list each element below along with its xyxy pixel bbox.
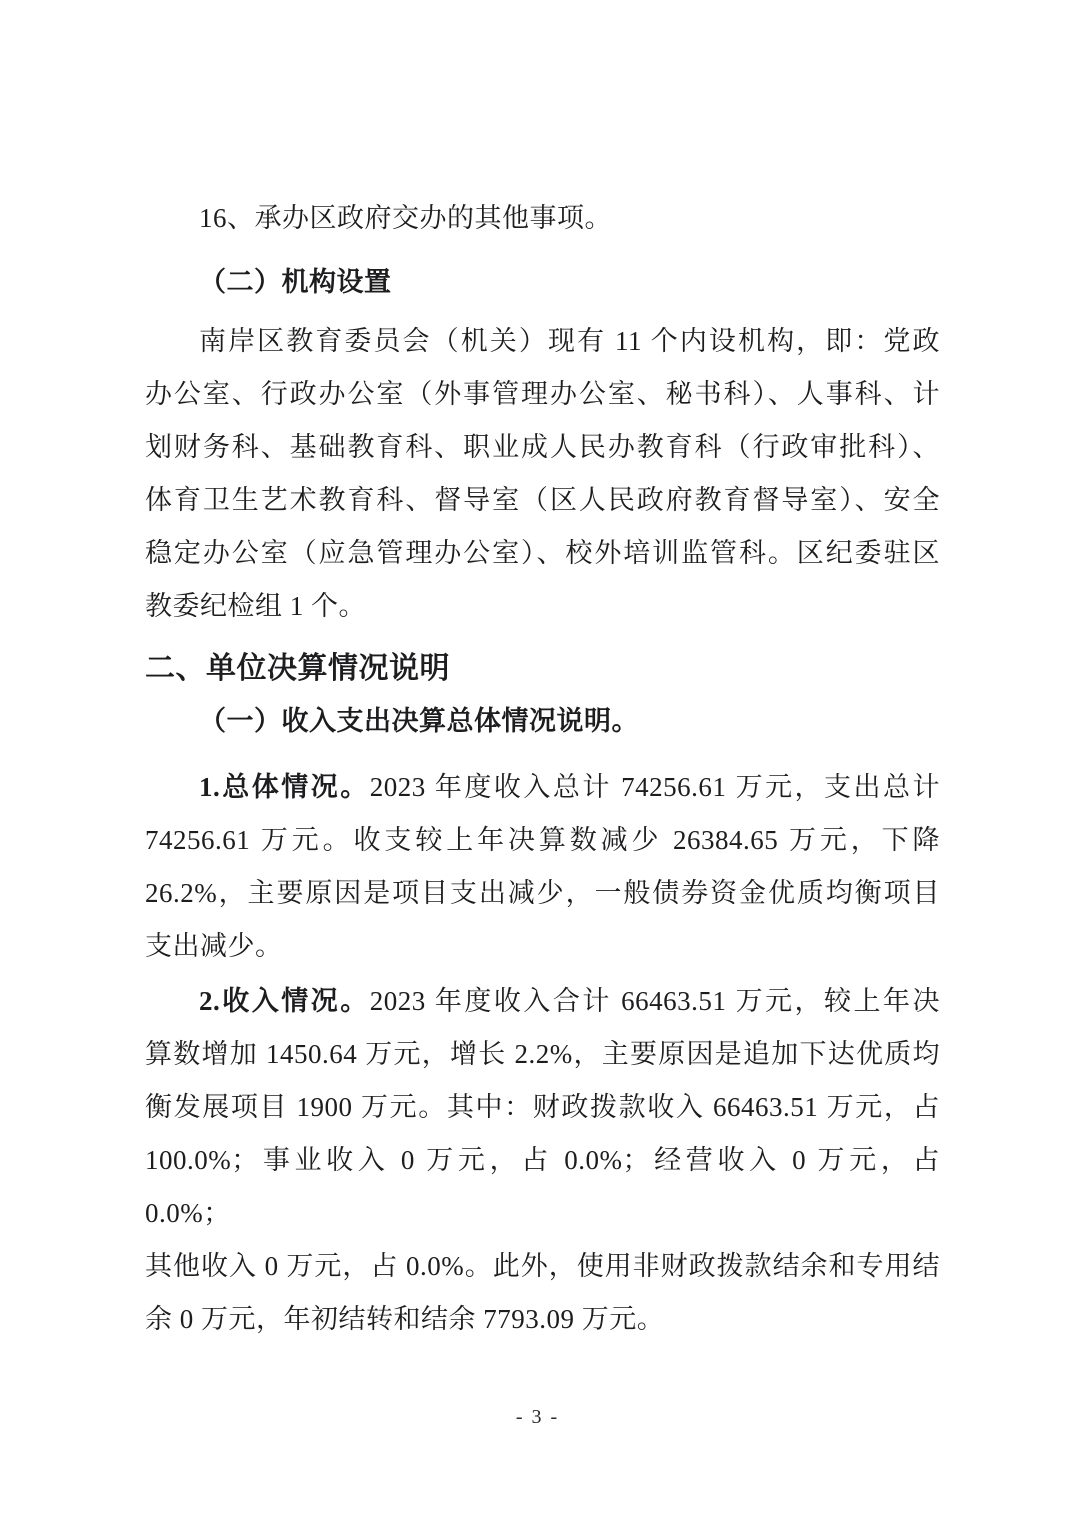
- doc-line: 稳定办公室（应急管理办公室）、校外培训监管科。区纪委驻区: [145, 538, 940, 568]
- paragraph-text: 2023 年度收入总计 74256.61 万元，支出总计: [369, 772, 941, 802]
- doc-line: 其他收入 0 万元，占 0.0%。此外，使用非财政拨款结余和专用结: [145, 1251, 940, 1281]
- doc-line: 划财务科、基础教育科、职业成人民办教育科（行政审批科）、: [145, 432, 940, 462]
- doc-line: 100.0%；事业收入 0 万元，占 0.0%；经营收入 0 万元，占 0.0%；: [145, 1145, 940, 1228]
- subsection-heading-2: （二）机构设置: [199, 267, 392, 297]
- doc-line: 南岸区教育委员会（机关）现有 11 个内设机构，即：党政: [199, 326, 940, 356]
- paragraph-lead-label: 1.总体情况。: [199, 772, 370, 802]
- doc-line-paragraph-start: [145, 761, 940, 814]
- doc-line: 74256.61 万元。收支较上年决算数减少 26384.65 万元，下降: [145, 825, 940, 855]
- doc-line: 衡发展项目 1900 万元。其中：财政拨款收入 66463.51 万元，占: [145, 1092, 940, 1122]
- doc-line: 26.2%，主要原因是项目支出减少，一般债券资金优质均衡项目: [145, 878, 940, 908]
- doc-line: 教委纪检组 1 个。: [145, 591, 366, 621]
- page-number: - 3 -: [515, 1406, 560, 1428]
- doc-line: 算数增加 1450.64 万元，增长 2.2%，主要原因是追加下达优质均: [145, 1039, 940, 1069]
- doc-line-list-item: 16、承办区政府交办的其他事项。: [199, 203, 612, 233]
- doc-line-paragraph-start: [145, 975, 940, 1028]
- doc-line: 体育卫生艺术教育科、督导室（区人民政府教育督导室）、安全: [145, 485, 940, 515]
- paragraph-text: 2023 年度收入合计 66463.51 万元，较上年决: [369, 986, 941, 1016]
- section-heading: 二、单位决算情况说明: [145, 652, 450, 685]
- paragraph-lead-label: 2.收入情况。: [199, 986, 370, 1016]
- doc-line: 办公室、行政办公室（外事管理办公室、秘书科）、人事科、计: [145, 379, 940, 409]
- doc-line: 余 0 万元，年初结转和结余 7793.09 万元。: [145, 1304, 665, 1334]
- doc-line: 支出减少。: [145, 931, 283, 961]
- document-body: [145, 192, 940, 1346]
- subsection-heading-1: （一）收入支出决算总体情况说明。: [199, 706, 639, 736]
